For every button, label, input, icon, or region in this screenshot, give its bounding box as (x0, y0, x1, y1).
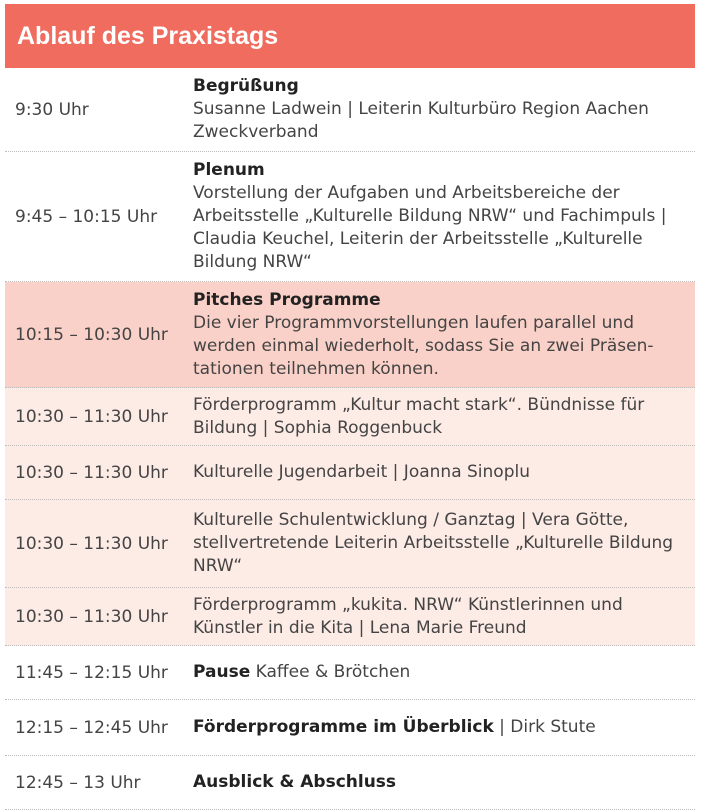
session-description: | Dirk Stute (499, 717, 596, 737)
time-cell: 10:30 – 11:30 Uhr (15, 606, 168, 627)
schedule-row (5, 152, 695, 282)
content-cell (183, 388, 695, 445)
content-cell (183, 646, 695, 699)
time-cell: 12:15 – 12:45 Uhr (15, 717, 168, 738)
session-title: Begrüßung (193, 76, 299, 96)
content-cell (183, 446, 695, 499)
session-description: Förderprogramm „kukita. NRW“ Künstlerinnen und Künstler in die Kita | Lena Marie Freund (193, 594, 623, 638)
time-cell: 10:30 – 11:30 Uhr (15, 533, 168, 554)
session-description: Vorstellung der Aufgaben und Arbeitsbereiche der Arbeitsstelle „Kulturelle Bildung NRW“ und Fachimpuls | Claudia Keuchel, Leiterin der Arbeitsstelle „Kulturelle Bildung NRW“ (193, 183, 667, 272)
session-description: Förderprogramm „Kultur macht stark“. Bündnisse für Bildung | Sophia Roggenbuck (193, 394, 645, 438)
content-cell (183, 756, 695, 809)
session-title: Ausblick & Abschluss (193, 772, 397, 792)
time-cell: 9:45 – 10:15 Uhr (15, 206, 158, 227)
session-description: Die vier Programmvorstellungen laufen parallel und werden einmal wiederholt, sodass Sie an zwei Präsen-tationen teilnehmen können. (193, 312, 654, 379)
session-description: Kaffee & Brötchen (255, 662, 411, 682)
content-cell (183, 500, 695, 587)
schedule-row (5, 646, 695, 700)
time-cell: 10:15 – 10:30 Uhr (15, 324, 168, 345)
content-cell (183, 282, 695, 387)
content-cell (183, 700, 695, 755)
schedule-row (5, 282, 695, 388)
session-title: Pitches Programme (193, 289, 381, 310)
schedule-row (5, 446, 695, 500)
session-line (193, 661, 683, 684)
session-description: Susanne Ladwein | Leiterin Kulturbüro Region Aachen Zweckverband (193, 99, 649, 142)
schedule-table (5, 0, 695, 810)
content-cell (183, 588, 695, 645)
time-cell: 9:30 Uhr (15, 99, 89, 120)
content-cell (183, 68, 695, 151)
schedule-row (5, 68, 695, 152)
session-title: Plenum (193, 160, 265, 180)
time-cell: 12:45 – 13 Uhr (15, 772, 141, 793)
session-title: Pause (193, 662, 251, 682)
time-cell: 10:30 – 11:30 Uhr (15, 406, 168, 427)
page-title: Ablauf des Praxistags (17, 21, 279, 50)
session-title: Förderprogramme im Überblick (193, 717, 494, 737)
session-description: Kulturelle Jugendarbeit | Joanna Sinoplu (193, 462, 530, 482)
schedule-row (5, 388, 695, 446)
session-line (193, 716, 683, 739)
session-description: Kulturelle Schulentwicklung / Ganztag | Vera Götte, stellvertretende Leiterin Arbeitsstelle „Kulturelle Bildung NRW“ (193, 510, 674, 576)
schedule-row (5, 588, 695, 646)
time-cell: 11:45 – 12:15 Uhr (15, 662, 168, 683)
schedule-row (5, 500, 695, 588)
content-cell (183, 152, 695, 281)
schedule-row (5, 700, 695, 756)
schedule-row (5, 756, 695, 810)
schedule-header (5, 4, 695, 68)
time-cell: 10:30 – 11:30 Uhr (15, 462, 168, 483)
